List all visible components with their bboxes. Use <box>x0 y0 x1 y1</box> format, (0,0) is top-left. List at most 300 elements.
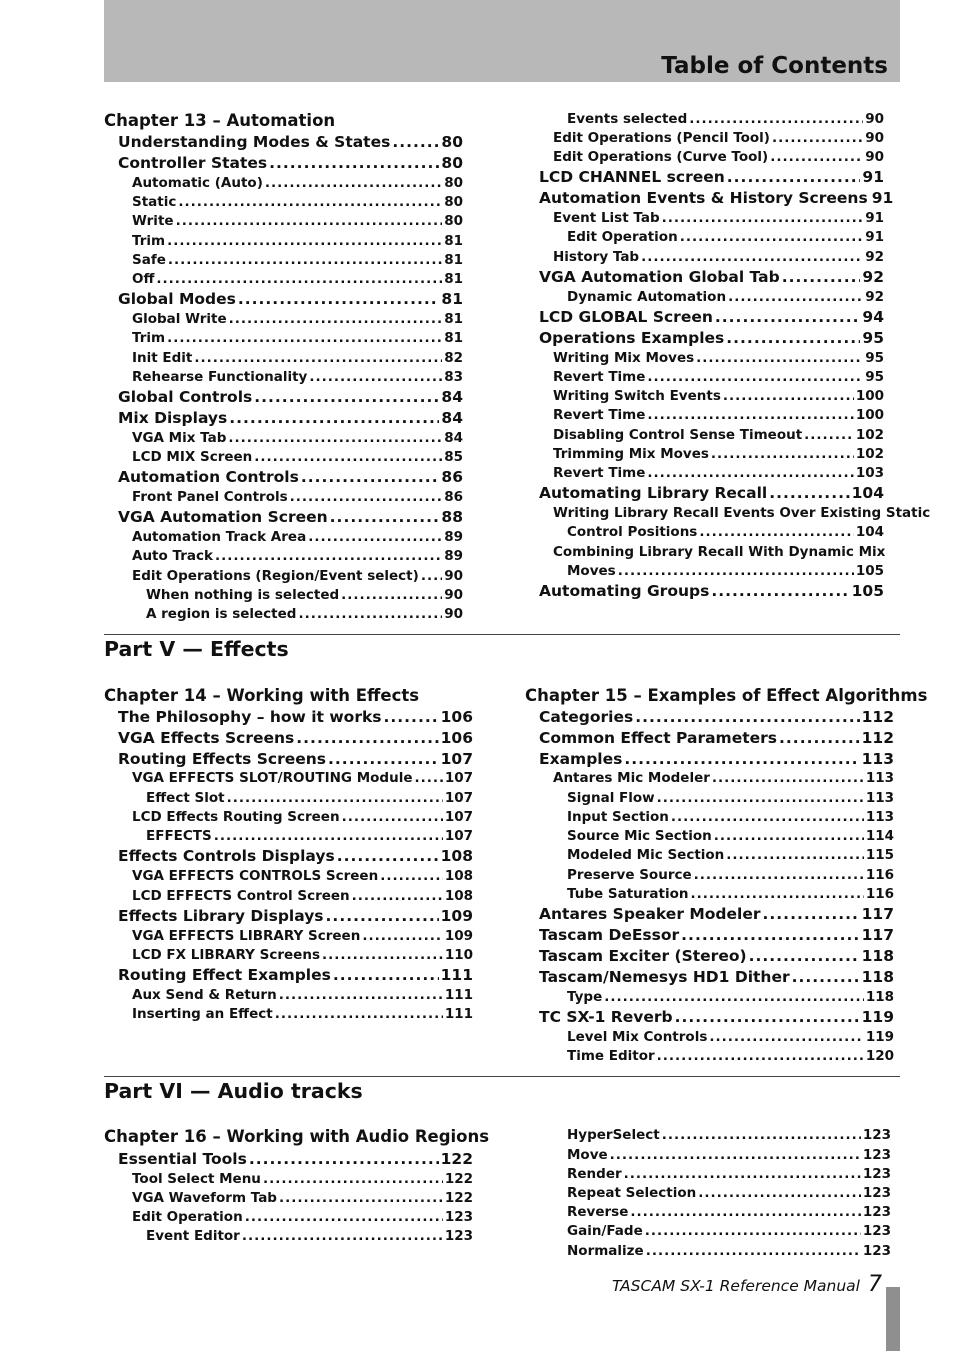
toc-entry-edit-operation[interactable] <box>567 229 884 245</box>
dot-leader <box>689 111 863 127</box>
page-title: Table of Contents <box>661 53 888 79</box>
dot-leader <box>715 308 861 326</box>
toc-page-number: 123 <box>862 1166 891 1182</box>
toc-entry-level-mix-controls[interactable] <box>567 1029 894 1045</box>
toc-entry-title: Trim <box>132 233 166 249</box>
toc-entry-antares-speaker-modeler[interactable] <box>539 905 894 923</box>
toc-page-number: 123 <box>862 1223 891 1239</box>
toc-entry-title: Antares Speaker Modeler <box>539 905 761 923</box>
toc-entry-combining-library-recall-with-dynamic-mix[interactable]: Combining Library Recall With Dynamic Mix <box>553 544 886 560</box>
toc-page-number: 123 <box>862 1147 891 1163</box>
dot-leader <box>779 729 860 747</box>
dot-leader <box>341 587 442 603</box>
toc-page-number: 113 <box>865 809 894 825</box>
dot-leader <box>229 311 443 327</box>
dot-leader <box>322 947 443 963</box>
chapter-14-title: Chapter 14 – Working with Effects <box>104 686 420 705</box>
toc-entry-lcd-channel-screen[interactable] <box>539 168 884 186</box>
toc-page-number: 90 <box>444 587 463 603</box>
manual-name: TASCAM SX-1 Reference Manual <box>612 1277 860 1295</box>
dot-leader <box>604 989 864 1005</box>
toc-page-number: 118 <box>861 968 894 986</box>
toc-entry-automating-groups[interactable] <box>539 582 884 600</box>
toc-entry-routing-effects-screens[interactable] <box>118 750 473 768</box>
toc-entry-writing-library-recall-events-over-existing-static[interactable]: Writing Library Recall Events Over Existing Static <box>553 505 931 521</box>
toc-entry-title: Automation Events & History Screens <box>539 189 868 207</box>
toc-entry-vga-automation-global-tab[interactable] <box>539 268 884 286</box>
toc-entry-moves[interactable] <box>567 563 884 579</box>
toc-entry-lcd-global-screen[interactable] <box>539 308 884 326</box>
toc-page-number: 102 <box>855 427 884 443</box>
dot-leader <box>726 847 864 863</box>
toc-entry-title: Input Section <box>567 809 669 825</box>
toc-entry-inserting-an-effect[interactable] <box>132 1006 473 1022</box>
dot-leader <box>275 1006 443 1022</box>
toc-page-number: 84 <box>441 409 463 427</box>
toc-page-number: 123 <box>862 1243 891 1259</box>
toc-entry-events-selected[interactable] <box>567 111 884 127</box>
toc-entry-title: Understanding Modes & States <box>118 133 391 151</box>
chapter-16-title: Chapter 16 – Working with Audio Regions <box>104 1127 490 1146</box>
toc-entry-automation-controls[interactable] <box>118 468 463 486</box>
toc-entry-title: Disabling Control Sense Timeout <box>553 427 803 443</box>
dot-leader <box>176 213 443 229</box>
toc-entry-title: Time Editor <box>567 1048 655 1064</box>
toc-page-number: 94 <box>862 308 884 326</box>
toc-page-number: 111 <box>444 987 473 1003</box>
toc-entry-title: Tascam DeEssor <box>539 926 680 944</box>
toc-entry-title: Global Modes <box>118 290 236 308</box>
toc-page-number: 107 <box>444 828 473 844</box>
toc-entry-title: Control Positions <box>567 524 698 540</box>
dot-leader <box>290 489 443 505</box>
toc-page-number: 90 <box>865 111 884 127</box>
toc-page-number: 89 <box>444 529 463 545</box>
toc-entry-vga-mix-tab[interactable] <box>132 430 463 446</box>
toc-entry-edit-operations-curve-tool[interactable] <box>553 149 884 165</box>
toc-page-number: 80 <box>441 154 463 172</box>
toc-entry-gain-fade[interactable] <box>567 1223 891 1239</box>
toc-page-number: 90 <box>444 568 463 584</box>
toc-entry-title: Global Write <box>132 311 227 327</box>
toc-entry-title: Gain/Fade <box>567 1223 643 1239</box>
toc-entry-automatic-auto[interactable] <box>132 175 463 191</box>
dot-leader <box>263 1171 443 1187</box>
toc-entry-global-controls[interactable] <box>118 388 463 406</box>
dot-leader <box>727 168 861 186</box>
toc-page-number: 104 <box>851 484 884 502</box>
toc-entry-tascam-exciter-stereo[interactable] <box>539 947 894 965</box>
toc-page-number: 112 <box>861 708 894 726</box>
toc-entry-trim[interactable] <box>132 233 463 249</box>
toc-page-number: 110 <box>444 947 473 963</box>
toc-entry-global-write[interactable] <box>132 311 463 327</box>
toc-entry-trim[interactable] <box>132 330 463 346</box>
dot-leader <box>308 529 442 545</box>
toc-entry-lcd-effects-control-screen[interactable] <box>132 888 473 904</box>
toc-entry-essential-tools[interactable] <box>118 1150 473 1168</box>
toc-page-number: 80 <box>444 213 463 229</box>
toc-page-number: 108 <box>444 868 473 884</box>
toc-page-number: 100 <box>855 388 884 404</box>
toc-entry-vga-effects-slot-routing-module[interactable] <box>132 770 473 786</box>
dot-leader <box>167 330 442 346</box>
toc-entry-title: LCD CHANNEL screen <box>539 168 725 186</box>
toc-entry-title: Safe <box>132 252 166 268</box>
toc-entry-history-tab[interactable] <box>553 249 884 265</box>
toc-page-number: 122 <box>444 1171 473 1187</box>
toc-entry-title: Signal Flow <box>567 790 655 806</box>
toc-page-number: 116 <box>865 867 894 883</box>
dot-leader <box>228 430 442 446</box>
toc-page-number: 119 <box>861 1008 894 1026</box>
toc-page-number: 119 <box>865 1029 894 1045</box>
dot-leader <box>245 1209 443 1225</box>
toc-entry-title: Effects Controls Displays <box>118 847 335 865</box>
toc-entry-a-region-is-selected[interactable] <box>146 606 463 622</box>
toc-entry-vga-automation-screen[interactable] <box>118 508 463 526</box>
toc-entry-common-effect-parameters[interactable] <box>539 729 894 747</box>
toc-entry-title: Aux Send & Return <box>132 987 277 1003</box>
dot-leader <box>782 268 861 286</box>
toc-entry-front-panel-controls[interactable] <box>132 489 463 505</box>
toc-page-number: 103 <box>855 465 884 481</box>
toc-entry-mix-displays[interactable] <box>118 409 463 427</box>
toc-entry-automation-track-area[interactable] <box>132 529 463 545</box>
toc-page-number: 90 <box>444 606 463 622</box>
toc-entry-title: Global Controls <box>118 388 253 406</box>
toc-entry-global-modes[interactable] <box>118 290 463 308</box>
toc-entry-source-mic-section[interactable] <box>567 828 894 844</box>
toc-page-number: 117 <box>861 905 894 923</box>
dot-leader <box>711 582 849 600</box>
toc-entry-when-nothing-is-selected[interactable] <box>146 587 463 603</box>
toc-entry-title: Effects Library Displays <box>118 907 324 925</box>
toc-page-number: 118 <box>865 989 894 1005</box>
toc-entry-title: TC SX-1 Reverb <box>539 1008 673 1026</box>
toc-entry-tube-saturation[interactable] <box>567 886 894 902</box>
toc-entry-title: LCD GLOBAL Screen <box>539 308 713 326</box>
dot-leader <box>680 229 864 245</box>
toc-entry-tascam-nemesys-hd1-dither[interactable] <box>539 968 894 986</box>
toc-entry-title: Edit Operations (Region/Event select) <box>132 568 419 584</box>
toc-entry-title: Effect Slot <box>146 790 225 806</box>
toc-page-number: 91 <box>862 168 884 186</box>
dot-leader <box>269 154 439 172</box>
dot-leader <box>610 1147 861 1163</box>
toc-entry-tc-sx-1-reverb[interactable] <box>539 1008 894 1026</box>
toc-entry-automation-events-history-screens[interactable] <box>539 189 894 207</box>
toc-page-number: 95 <box>865 369 884 385</box>
toc-page-number: 122 <box>444 1190 473 1206</box>
dot-leader <box>254 388 439 406</box>
toc-page-number: 112 <box>861 729 894 747</box>
dot-leader <box>194 350 442 366</box>
toc-page-number: 89 <box>444 548 463 564</box>
toc-entry-vga-effects-controls-screen[interactable] <box>132 868 473 884</box>
dot-leader <box>635 708 859 726</box>
toc-page-number: 116 <box>865 886 894 902</box>
toc-entry-title: Normalize <box>567 1243 644 1259</box>
toc-page-number: 80 <box>441 133 463 151</box>
toc-entry-title: Edit Operation <box>132 1209 243 1225</box>
toc-entry-rehearse-functionality[interactable] <box>132 369 463 385</box>
dot-leader <box>709 1029 863 1045</box>
toc-page-number: 92 <box>862 268 884 286</box>
toc-entry-revert-time[interactable] <box>553 407 884 423</box>
toc-page-number: 106 <box>440 729 473 747</box>
toc-page-number: 86 <box>441 468 463 486</box>
toc-entry-reverse[interactable] <box>567 1204 891 1220</box>
toc-entry-revert-time[interactable] <box>553 369 884 385</box>
toc-entry-title: Type <box>567 989 603 1005</box>
toc-entry-title: Move <box>567 1147 608 1163</box>
toc-entry-dynamic-automation[interactable] <box>567 289 884 305</box>
toc-entry-understanding-modes-states[interactable] <box>118 133 463 151</box>
toc-entry-effects-library-displays[interactable] <box>118 907 473 925</box>
toc-entry-static[interactable] <box>132 194 463 210</box>
dot-leader <box>714 828 864 844</box>
toc-entry-vga-waveform-tab[interactable] <box>132 1190 473 1206</box>
toc-entry-title: Dynamic Automation <box>567 289 727 305</box>
toc-entry-modeled-mic-section[interactable] <box>567 847 894 863</box>
toc-entry-lcd-mix-screen[interactable] <box>132 449 463 465</box>
toc-entry-routing-effect-examples[interactable] <box>118 966 473 984</box>
toc-entry-event-editor[interactable] <box>146 1228 473 1244</box>
toc-page-number: 113 <box>865 790 894 806</box>
dot-leader <box>641 249 863 265</box>
toc-page-number: 114 <box>865 828 894 844</box>
toc-entry-title: VGA EFFECTS LIBRARY Screen <box>132 928 361 944</box>
toc-entry-title: Categories <box>539 708 634 726</box>
toc-entry-title: Automating Library Recall <box>539 484 768 502</box>
toc-entry-effect-slot[interactable] <box>146 790 473 806</box>
toc-entry-title: Revert Time <box>553 465 646 481</box>
toc-entry-time-editor[interactable] <box>567 1048 894 1064</box>
dot-leader <box>229 409 439 427</box>
toc-entry-title: Revert Time <box>553 407 646 423</box>
toc-entry-trimming-mix-moves[interactable] <box>553 446 884 462</box>
toc-page-number: 92 <box>865 289 884 305</box>
chapter-15-title: Chapter 15 – Examples of Effect Algorithms <box>525 686 928 705</box>
toc-entry-title: Antares Mic Modeler <box>553 770 710 786</box>
dot-leader <box>301 468 440 486</box>
toc-entry-title: Examples <box>539 750 623 768</box>
dot-leader <box>215 548 442 564</box>
toc-page-number: 90 <box>865 130 884 146</box>
toc-page-number: 107 <box>444 809 473 825</box>
toc-page-number: 81 <box>444 252 463 268</box>
toc-entry-examples[interactable] <box>539 750 894 768</box>
part-5-title: Part V — Effects <box>104 637 289 661</box>
toc-entry-disabling-control-sense-timeout[interactable] <box>553 427 884 443</box>
dot-leader <box>362 928 443 944</box>
toc-entry-title: Tool Select Menu <box>132 1171 261 1187</box>
toc-entry-title: Repeat Selection <box>567 1185 697 1201</box>
dot-leader <box>242 1228 443 1244</box>
toc-entry-title: A region is selected <box>146 606 297 622</box>
toc-entry-tascam-deessor[interactable] <box>539 926 894 944</box>
toc-entry-title: Auto Track <box>132 548 213 564</box>
toc-entry-signal-flow[interactable] <box>567 790 894 806</box>
toc-entry-effects-controls-displays[interactable] <box>118 847 473 865</box>
toc-entry-title: Front Panel Controls <box>132 489 288 505</box>
toc-entry-aux-send-return[interactable] <box>132 987 473 1003</box>
dot-leader <box>265 175 442 191</box>
dot-leader <box>772 130 863 146</box>
toc-entry-hyperselect[interactable] <box>567 1127 891 1143</box>
toc-entry-writing-mix-moves[interactable] <box>553 350 884 366</box>
toc-page-number: 80 <box>444 194 463 210</box>
chapter-13-title: Chapter 13 – Automation <box>104 111 336 130</box>
toc-entry-title: Controller States <box>118 154 268 172</box>
dot-leader <box>681 926 859 944</box>
toc-entry-the-philosophy-how-it-works[interactable] <box>118 708 473 726</box>
toc-entry-init-edit[interactable] <box>132 350 463 366</box>
dot-leader <box>178 194 442 210</box>
toc-entry-title: Off <box>132 271 155 287</box>
part-6-title: Part VI — Audio tracks <box>104 1079 363 1103</box>
toc-entry-normalize[interactable] <box>567 1243 891 1259</box>
toc-page-number: 105 <box>851 582 884 600</box>
dot-leader <box>421 568 442 584</box>
dot-leader <box>630 1204 860 1220</box>
toc-entry-title: Mix Displays <box>118 409 228 427</box>
dot-leader <box>792 968 860 986</box>
toc-entry-title: Automation Controls <box>118 468 299 486</box>
toc-entry-safe[interactable] <box>132 252 463 268</box>
dot-leader <box>337 847 439 865</box>
dot-leader <box>662 1127 861 1143</box>
dot-leader <box>671 809 864 825</box>
toc-entry-lcd-effects-routing-screen[interactable] <box>132 809 473 825</box>
dot-leader <box>414 770 442 786</box>
dot-leader <box>662 210 864 226</box>
dot-leader <box>769 484 849 502</box>
dot-leader <box>330 508 440 526</box>
toc-entry-automating-library-recall[interactable] <box>539 484 884 502</box>
toc-entry-write[interactable] <box>132 213 463 229</box>
dot-leader <box>696 350 863 366</box>
dot-leader <box>646 1243 861 1259</box>
toc-page-number: 90 <box>865 149 884 165</box>
toc-entry-title: Common Effect Parameters <box>539 729 778 747</box>
toc-entry-title: VGA Effects Screens <box>118 729 295 747</box>
toc-entry-repeat-selection[interactable] <box>567 1185 891 1201</box>
toc-entry-input-section[interactable] <box>567 809 894 825</box>
dot-leader <box>249 1150 439 1168</box>
toc-entry-title: Event Editor <box>146 1228 240 1244</box>
toc-entry-vga-effects-screens[interactable] <box>118 729 473 747</box>
dot-leader <box>804 427 854 443</box>
toc-entry-preserve-source[interactable] <box>567 867 894 883</box>
toc-entry-controller-states[interactable] <box>118 154 463 172</box>
toc-entry-effects[interactable] <box>146 828 473 844</box>
toc-page-number: 120 <box>865 1048 894 1064</box>
dot-leader <box>698 1185 861 1201</box>
toc-entry-title: Tascam/Nemesys HD1 Dither <box>539 968 790 986</box>
toc-entry-title: Trim <box>132 330 166 346</box>
divider <box>104 634 900 635</box>
dot-leader <box>279 1190 443 1206</box>
toc-page-number: 81 <box>444 233 463 249</box>
toc-page-number: 109 <box>444 928 473 944</box>
dot-leader <box>298 606 442 622</box>
dot-leader <box>699 524 853 540</box>
toc-entry-antares-mic-modeler[interactable] <box>553 770 894 786</box>
toc-entry-title: Writing Switch Events <box>553 388 721 404</box>
toc-entry-title: LCD FX LIBRARY Screens <box>132 947 320 963</box>
dot-leader <box>254 449 442 465</box>
toc-entry-title: Write <box>132 213 174 229</box>
dot-leader <box>392 133 439 151</box>
toc-entry-control-positions[interactable] <box>567 524 884 540</box>
toc-entry-title: When nothing is selected <box>146 587 340 603</box>
toc-page-number: 95 <box>862 329 884 347</box>
toc-entry-tool-select-menu[interactable] <box>132 1171 473 1187</box>
toc-page-number: 81 <box>444 311 463 327</box>
toc-entry-title: Edit Operation <box>567 229 678 245</box>
toc-page-number: 102 <box>855 446 884 462</box>
toc-entry-type[interactable] <box>567 989 894 1005</box>
toc-entry-title: Reverse <box>567 1204 629 1220</box>
header-band <box>104 0 900 82</box>
dot-leader <box>749 947 860 965</box>
toc-entry-operations-examples[interactable] <box>539 329 884 347</box>
toc-entry-title: History Tab <box>553 249 640 265</box>
toc-entry-title: LCD EFFECTS Control Screen <box>132 888 350 904</box>
toc-entry-revert-time[interactable] <box>553 465 884 481</box>
toc-entry-title: Routing Effect Examples <box>118 966 331 984</box>
toc-entry-title: VGA EFFECTS SLOT/ROUTING Module <box>132 770 413 786</box>
toc-entry-edit-operations-pencil-tool[interactable] <box>553 130 884 146</box>
toc-entry-lcd-fx-library-screens[interactable] <box>132 947 473 963</box>
toc-entry-title: Modeled Mic Section <box>567 847 725 863</box>
toc-page-number: 123 <box>862 1204 891 1220</box>
dot-leader <box>156 271 442 287</box>
dot-leader <box>238 290 440 308</box>
toc-entry-off[interactable] <box>132 271 463 287</box>
toc-entry-auto-track[interactable] <box>132 548 463 564</box>
toc-entry-title: Tascam Exciter (Stereo) <box>539 947 747 965</box>
dot-leader <box>647 407 853 423</box>
toc-entry-writing-switch-events[interactable] <box>553 388 884 404</box>
dot-leader <box>352 888 443 904</box>
dot-leader <box>770 149 863 165</box>
toc-page-number: 88 <box>441 508 463 526</box>
toc-entry-title: Preserve Source <box>567 867 692 883</box>
toc-entry-event-list-tab[interactable] <box>553 210 884 226</box>
dot-leader <box>168 252 442 268</box>
divider <box>104 1076 900 1077</box>
toc-entry-edit-operations-region-event-select[interactable] <box>132 568 463 584</box>
dot-leader <box>380 868 443 884</box>
toc-entry-categories[interactable] <box>539 708 894 726</box>
dot-leader <box>384 708 439 726</box>
dot-leader <box>279 987 443 1003</box>
dot-leader <box>326 907 439 925</box>
toc-entry-edit-operation[interactable] <box>132 1209 473 1225</box>
dot-leader <box>712 770 864 786</box>
toc-entry-title: EFFECTS <box>146 828 212 844</box>
toc-page-number: 111 <box>440 966 473 984</box>
toc-entry-vga-effects-library-screen[interactable] <box>132 928 473 944</box>
dot-leader <box>167 233 442 249</box>
toc-entry-move[interactable] <box>567 1147 891 1163</box>
toc-entry-title: LCD MIX Screen <box>132 449 253 465</box>
toc-entry-render[interactable] <box>567 1166 891 1182</box>
dot-leader <box>342 809 443 825</box>
